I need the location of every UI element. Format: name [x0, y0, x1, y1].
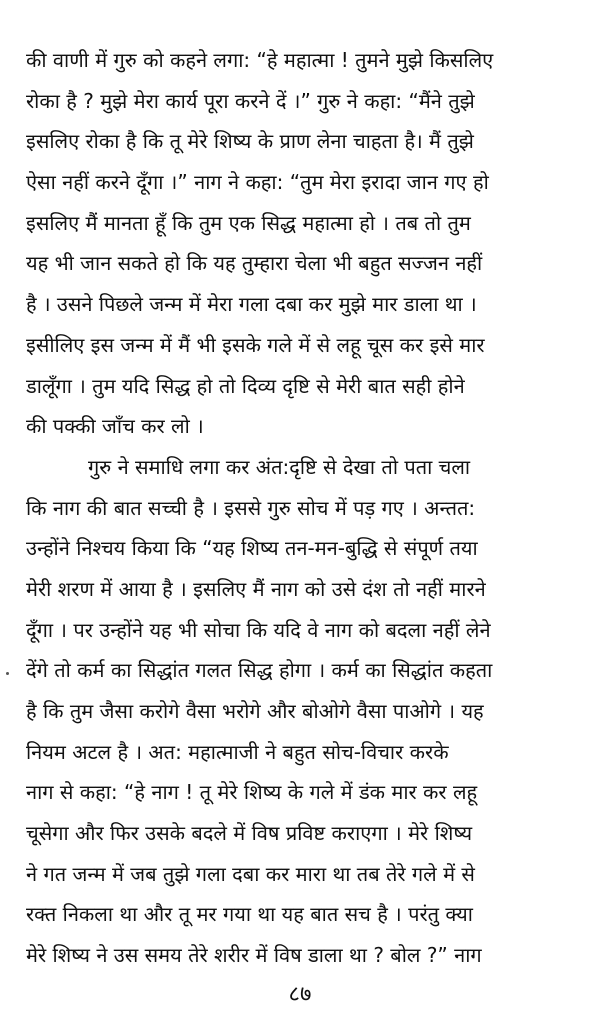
text-line: चूसेगा और फिर उसके बदले में विष प्रविष्ट कराएगा । मेरे शिष्य — [26, 821, 473, 846]
text-line: इसलिए रोका है कि तू मेरे शिष्य के प्राण लेना चाहता है। मैं तुझे — [26, 129, 474, 154]
text-line: यह भी जान सकते हो कि यह तुम्हारा चेला भी बहुत सज्जन नहीं — [26, 251, 483, 276]
text-line: है । उसने पिछले जन्म में मेरा गला दबा कर मुझे मार डाला था । — [26, 292, 477, 317]
text-line: की वाणी में गुरु को कहने लगा: “हे महात्मा ! तुमने मुझे किसलिए — [26, 48, 494, 72]
page-number: ८७ — [288, 982, 312, 1007]
text-line: नियम अटल है । अत: महात्माजी ने बहुत सोच-विचार करके — [26, 739, 449, 764]
text-line: ने गत जन्म में जब तुझे गला दबा कर मारा था तब तेरे गले में से — [26, 861, 475, 886]
margin-dot — [6, 672, 9, 675]
text-line: देंगे तो कर्म का सिद्धांत गलत सिद्ध होगा । कर्म का सिद्धांत कहता — [26, 658, 493, 683]
text-line: मेरी शरण में आया है । इसलिए मैं नाग को उसे दंश तो नहीं मारने — [26, 576, 486, 601]
text-line: है कि तुम जैसा करोगे वैसा भरोगे और बोओगे वैसा पाओगे । यह — [26, 699, 484, 723]
text-line: इसलिए मैं मानता हूँ कि तुम एक सिद्ध महात्मा हो । तब तो तुम — [26, 210, 471, 235]
text-line: इसीलिए इस जन्म में मैं भी इसके गले में से लहू चूस कर इसे मार — [26, 332, 485, 357]
text-line: डालूँगा । तुम यदि सिद्ध हो तो दिव्य दृष्टि से मेरी बात सही होने — [26, 373, 465, 398]
body-text — [26, 40, 578, 976]
text-line: ऐसा नहीं करने दूँगा ।” नाग ने कहा: “तुम मेरा इरादा जान गए हो — [26, 170, 489, 195]
text-line: नाग से कहा: “हे नाग ! तू मेरे शिष्य के गले में डंक मार कर लहू — [26, 780, 478, 805]
text-line: मेरे शिष्य ने उस समय तेरे शरीर में विष डाला था ? बोल ?” नाग — [26, 943, 482, 968]
text-line: की पक्की जाँच कर लो । — [26, 414, 204, 439]
text-line: रोका है ? मुझे मेरा कार्य पूरा करने दें ।” गुरु ने कहा: “मैंने तुझे — [26, 88, 475, 113]
text-line: दूँगा । पर उन्होंने यह भी सोचा कि यदि वे नाग को बदला नहीं लेने — [26, 617, 491, 642]
text-line: उन्होंने निश्चय किया कि “यह शिष्य तन-मन-बुद्धि से संपूर्ण तया — [26, 536, 478, 561]
paragraph-start-line: गुरु ने समाधि लगा कर अंत:दृष्टि से देखा तो पता चला — [88, 454, 471, 479]
text-line: रक्त निकला था और तू मर गया था यह बात सच है । परंतु क्या — [26, 902, 473, 927]
text-line: कि नाग की बात सच्ची है । इससे गुरु सोच में पड़ गए । अन्तत: — [26, 495, 476, 520]
